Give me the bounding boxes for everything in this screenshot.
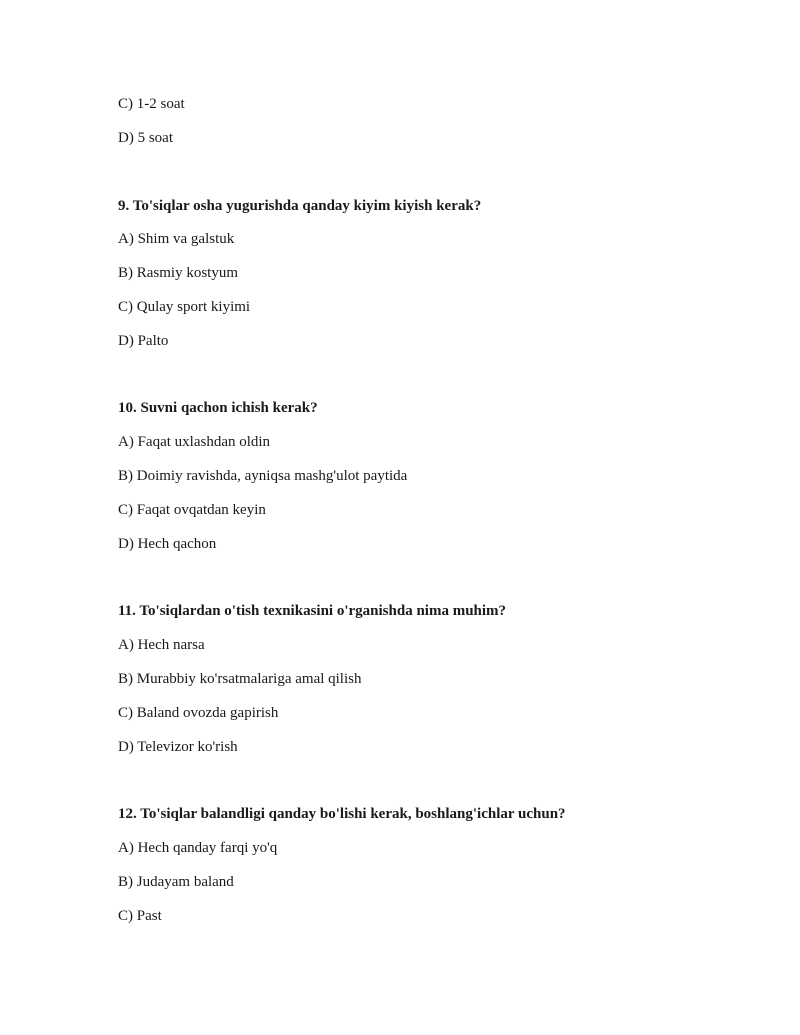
question-heading: 9. To'siqlar osha yugurishda qanday kiyim kiyish kerak? bbox=[118, 198, 482, 214]
answer-option: C) Past bbox=[118, 908, 162, 924]
question-heading: 11. To'siqlardan o'tish texnikasini o'rganishda nima muhim? bbox=[118, 603, 507, 619]
answer-option: D) Palto bbox=[118, 333, 169, 349]
answer-option: C) Faqat ovqatdan keyin bbox=[118, 502, 266, 518]
question-heading: 12. To'siqlar balandligi qanday bo'lishi kerak, boshlang'ichlar uchun? bbox=[118, 806, 566, 822]
answer-option: C) Baland ovozda gapirish bbox=[118, 705, 279, 721]
answer-option: A) Shim va galstuk bbox=[118, 231, 235, 247]
answer-option: C) Qulay sport kiyimi bbox=[118, 299, 251, 315]
answer-option: B) Judayam baland bbox=[118, 874, 234, 890]
answer-option: A) Faqat uxlashdan oldin bbox=[118, 434, 271, 450]
answer-option: B) Murabbiy ko'rsatmalariga amal qilish bbox=[118, 671, 362, 687]
answer-option: D) Hech qachon bbox=[118, 536, 217, 552]
answer-option: B) Rasmiy kostyum bbox=[118, 265, 239, 281]
answer-option: D) 5 soat bbox=[118, 130, 173, 146]
answer-option: C) 1-2 soat bbox=[118, 96, 185, 112]
answer-option: B) Doimiy ravishda, ayniqsa mashg'ulot paytida bbox=[118, 468, 408, 484]
question-heading: 10. Suvni qachon ichish kerak? bbox=[118, 400, 318, 416]
answer-option: D) Televizor ko'rish bbox=[118, 739, 238, 755]
answer-option: A) Hech narsa bbox=[118, 637, 205, 653]
answer-option: A) Hech qanday farqi yo'q bbox=[118, 840, 278, 856]
